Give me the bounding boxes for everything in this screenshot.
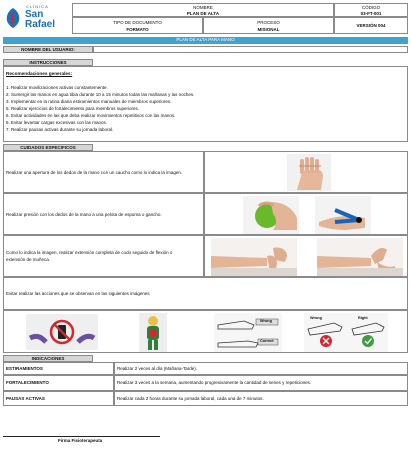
cuidado-row-3-image-cell [204, 235, 408, 277]
instruccion-item: 1. Realizar movilizaciones activas constantemente. [6, 85, 108, 90]
codigo-label: CÓDIGO [361, 5, 381, 10]
instruccion-item: 2. Sumergir las manos en agua tibia durante 10 a 15 minutos todas las mañanas y las noches. [6, 92, 195, 97]
indicacion-label: FORTALECIMIENTO [6, 380, 49, 385]
sign-word-right: Right [358, 316, 368, 320]
header-proceso-cell [203, 17, 334, 34]
header-version-cell [334, 17, 408, 34]
sign-word-wrong: Wrong [260, 319, 272, 323]
usuario-label: NOMBRE DEL USUARIO: [21, 47, 75, 53]
hand-rubber-band-image [287, 154, 331, 191]
cuidados-header [3, 144, 93, 151]
cuidado-text: extensión de muñeca. [6, 257, 51, 262]
sign-word-correct: Correct [260, 339, 274, 343]
usuario-label-cell [3, 46, 93, 53]
indicacion-text: Realizar 2 veces al día (Mañana-Tarde). [117, 366, 198, 371]
indicacion-label-cell [3, 375, 114, 391]
indicacion-label-cell [3, 391, 114, 406]
cuidado-row-3-text-cell [3, 235, 204, 277]
logo-rafael: Rafael [25, 19, 56, 30]
codigo-value: 03-FT-001 [360, 11, 382, 16]
instruccion-item: 6. Evitar levantar cargas excesivas con las manos. [6, 120, 108, 125]
indicacion-text-cell [114, 391, 408, 406]
indicacion-text-cell [114, 362, 408, 375]
signature-line [3, 436, 160, 437]
person-warning-image [139, 313, 167, 352]
indicacion-text: Realizar 3 veces a la semana, aumentando progresivamente la cantidad de series y repeticiones. [117, 380, 312, 385]
nombre-value: PLAN DE ALTA [186, 11, 220, 16]
usuario-value-cell[interactable] [93, 46, 408, 53]
instrucciones-body [3, 66, 408, 142]
logo-san: San [25, 9, 44, 20]
cuidados-title: CUIDADOS ESPECIFICOS [20, 145, 76, 151]
evitar-row [3, 277, 408, 310]
instruccion-item: 3. Implementar en la rutina diaria estiramientos manuales de miembros superiores. [6, 99, 172, 104]
wrist-extension-image [317, 238, 403, 276]
no-phone-sign-image [26, 314, 98, 350]
wrong-right-writing-image [304, 313, 388, 352]
indicacion-label: ESTIRAMIENTOS [6, 366, 43, 371]
evitar-images-row [3, 310, 408, 353]
indicacion-label-cell [3, 362, 114, 375]
instruccion-item: 6. Evitar actividades en las que deba realizar movimientos repetitivos con las manos. [6, 113, 176, 118]
instrucciones-header [3, 59, 93, 66]
indicacion-label: PAUSAS ACTIVAS [6, 396, 45, 401]
cuidado-text: Como lo indica la imagen, realizar extensión completa de codo seguido de flexión o [6, 250, 173, 255]
instrucciones-subtitle: Recomendaciones generales: [6, 71, 73, 76]
logo [4, 3, 70, 33]
logo-mark-icon [4, 7, 22, 29]
firma-label: Firma Fisioterapeuta [58, 438, 103, 443]
evitar-text: Evitar realizar las acciones que se observan en las siguientes imágenes [6, 291, 150, 296]
header-codigo-cell [334, 3, 408, 17]
cuidado-text: Realizar presión con los dedos de la mano a una pelota de espuma o gancho. [6, 212, 162, 217]
cuidado-row-1-text-cell [3, 151, 204, 193]
logo-clinica: CLÍNICA [26, 4, 49, 9]
wrong-correct-typing-image [214, 313, 282, 352]
sign-word-wrong-2: Wrong [310, 316, 322, 320]
nombre-label: NOMBRE [193, 5, 213, 10]
wrist-flexion-image [211, 238, 297, 276]
header-tipo-cell [72, 17, 203, 34]
tipo-value: FORMATO [126, 27, 149, 32]
hand-foam-ball-image [243, 196, 299, 234]
instrucciones-title: INSTRUCCIONES [29, 60, 67, 66]
indicaciones-header [3, 355, 93, 362]
proceso-label: PROCESO [257, 20, 280, 25]
plan-banner [3, 37, 408, 44]
proceso-value: MISIONAL [257, 27, 280, 32]
header-nombre-cell [72, 3, 334, 17]
cuidado-row-2-text-cell [3, 193, 204, 235]
cuidado-row-2-image-cell [204, 193, 408, 235]
version-value: VERSIÓN 004 [356, 23, 386, 28]
tipo-label: TIPO DE DOCUMENTO [113, 20, 162, 25]
instruccion-item: 5. Realizar ejercicios de fortalecimiento para miembros superiores. [6, 106, 140, 111]
indicacion-text: Realizar cada 2 horas durante su jornada laboral, cada una de 7 minutos. [117, 396, 264, 401]
indicaciones-title: INDICACIONES [31, 356, 65, 362]
instruccion-item: 7. Realizar pausas activas durante su jornada laboral. [6, 127, 114, 132]
banner-title: PLAN DE ALTA PARA MANO [176, 37, 235, 43]
indicacion-text-cell [114, 375, 408, 391]
hand-clip-image [315, 196, 371, 234]
cuidado-text: Realizar una apertura de los dedos de la mano con un caucho como lo indica la imagen. [6, 170, 183, 175]
cuidado-row-1-image-cell [204, 151, 408, 193]
